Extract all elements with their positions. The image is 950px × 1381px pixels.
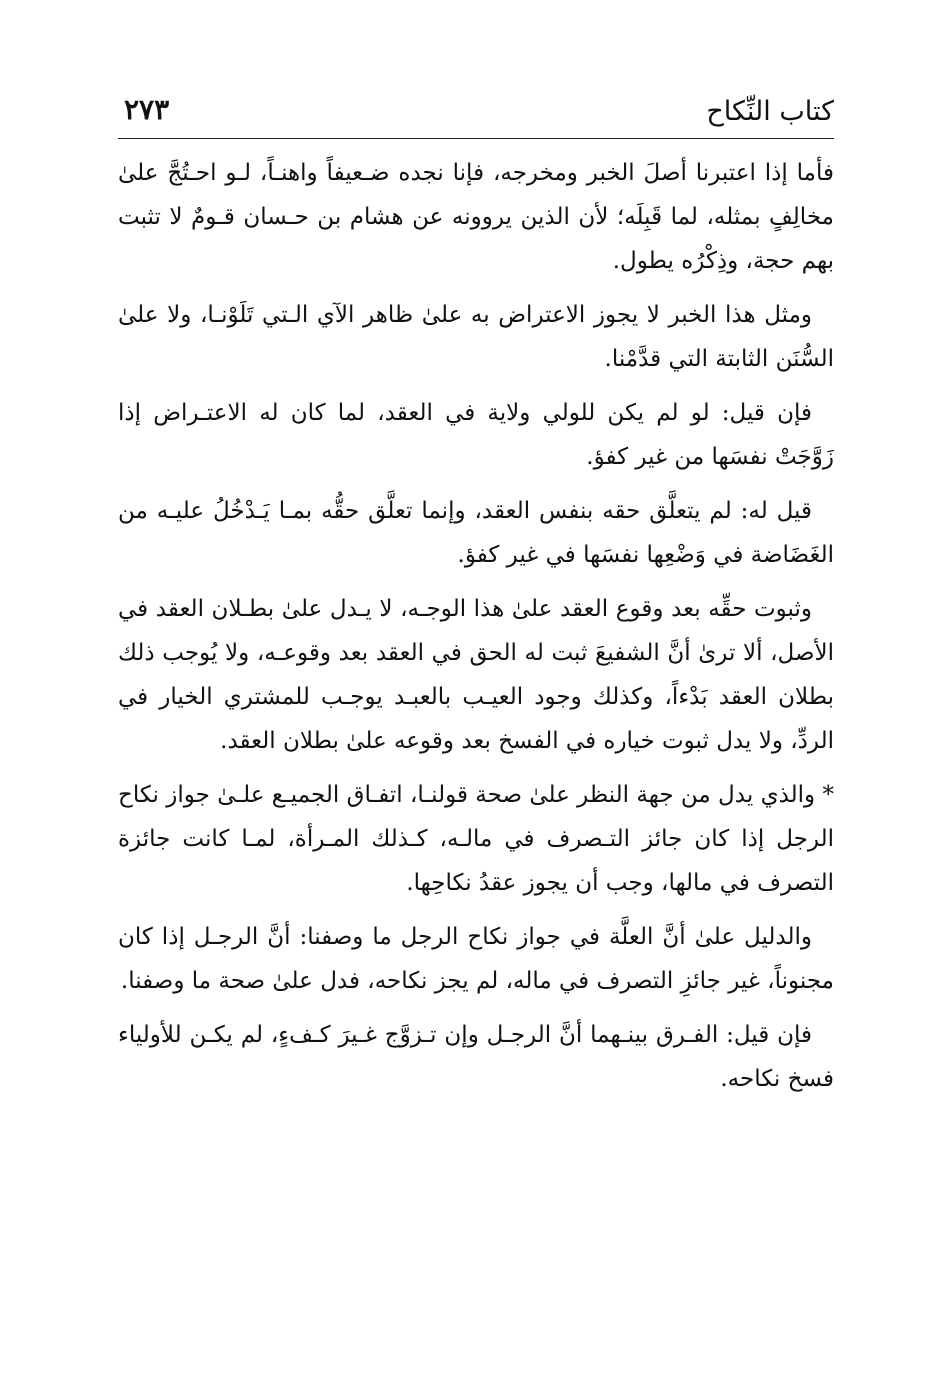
running-title: كتاب النِّكاح: [706, 96, 834, 127]
page-number: ٢٧٣: [124, 93, 170, 126]
paragraph-weak-report: فأما إذا اعتبرنا أصلَ الخبر ومخرجه، فإنا نجده ضـعيفاً واهنـاً، لـو احـتُجَّ علىٰ مخالِفٍ بمثله، لما قَبِلَه؛ لأن الذين يروونه عن هشام بن حـسان قـومٌ لا تثبت بهم حجة، وذِكْرُه يطول.: [118, 160, 834, 274]
paragraph-verses-objection: ومثل هذا الخبر لا يجوز الاعتراض به علىٰ ظاهر الآي الـتي تَلَوْنـا، ولا علىٰ السُّنَن الثابتة التي قدَّمْنا.: [118, 302, 834, 372]
paragraph-evidence-cause: والدليل علىٰ أنَّ العلَّة في جواز نكاح الرجل ما وصفنا: أنَّ الرجـل إذا كان مجنوناً، غير جائزِ التصرف في ماله، لم يجز نكاحه، فدل علىٰ صحة ما وصفنا.: [118, 924, 834, 994]
book-page: [118, 88, 834, 1288]
paragraph-objection-guardian: فإن قيل: لو لم يكن للولي ولاية في العقد، لما كان له الاعتـراض إذا زَوَّجَتْ نفسَها من غير كفؤ.: [118, 400, 834, 470]
paragraph-objection-difference: فإن قيل: الفـرق بينـهما أنَّ الرجـل وإن تـزوَّج غـيرَ كـفءٍ، لم يكـن للأولياء فسخ نكاحه.: [118, 1022, 834, 1092]
paragraph-preemption-analogy: وثبوت حقِّه بعد وقوع العقد علىٰ هذا الوجـه، لا يـدل علىٰ بطـلان العقد في الأصل، ألا ترىٰ أنَّ الشفيعَ ثبت له الحق في العقد بعد وقوعـه، ولا يُوجب ذلك بطلان العقد بَدْءاً، وكذلك وجود العيـب بالعبـد يوجـب للمشتري الخيار في الردِّ، ولا يدل ثبوت خياره في الفسخ بعد وقوعه علىٰ بطلان العقد.: [118, 596, 834, 754]
page-header: [118, 88, 834, 139]
page-body: [118, 151, 834, 1101]
paragraph-rational-proof: * والذي يدل من جهة النظر علىٰ صحة قولنـا، اتفـاق الجميـع علـىٰ جواز نكاح الرجل إذا كان جائز التـصرف في مالـه، كـذلك المـرأة، لمـا كانت جائزة التصرف في مالها، وجب أن يجوز عقدُ نكاحِها.: [118, 782, 834, 896]
paragraph-reply-guardian: قيل له: لم يتعلَّق حقه بنفس العقد، وإنما تعلَّق حقُّه بمـا يَـدْخُلُ عليـه من الغَضَاضة في وَضْعِها نفسَها في غير كفؤ.: [118, 498, 834, 568]
